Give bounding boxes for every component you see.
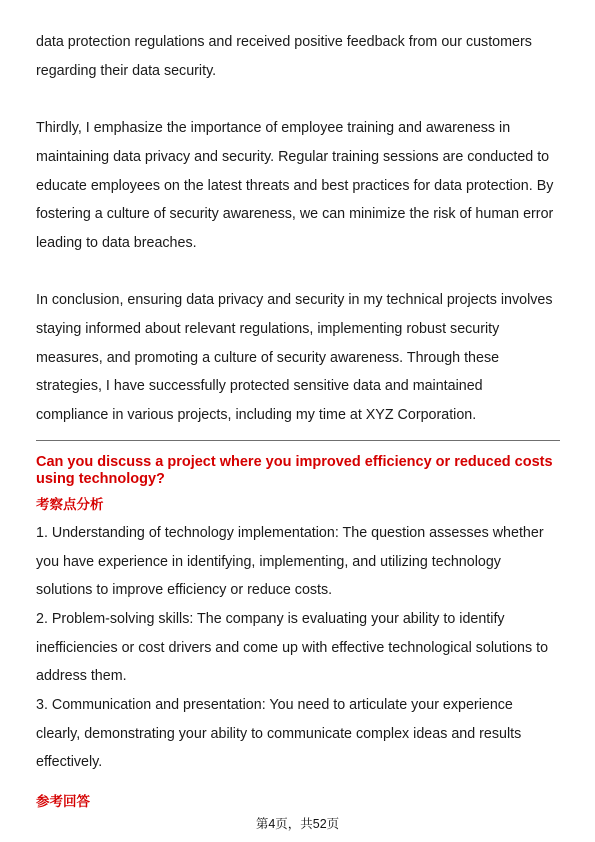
- text-line: compliance in various projects, including my time at XYZ Corporation.: [36, 407, 477, 424]
- question-line: Can you discuss a project where you improved efficiency or reduced costs: [36, 453, 553, 470]
- text-line: regarding their data security.: [36, 62, 217, 79]
- text-line: Thirdly, I emphasize the importance of employee training and awareness in: [36, 120, 511, 137]
- list-line: address them.: [36, 668, 127, 685]
- list-line: 1. Understanding of technology implementation: The question assesses whether: [36, 524, 544, 541]
- list-line: inefficiencies or cost drivers and come up with effective technological solutions to: [36, 639, 549, 656]
- text-line: staying informed about relevant regulations, implementing robust security: [36, 321, 500, 337]
- section-divider: [36, 440, 560, 441]
- analysis-list: [36, 519, 560, 777]
- list-line: effectively.: [36, 754, 103, 771]
- question-line: using technology?: [36, 470, 165, 487]
- text-line: educate employees on the latest threats and best practices for data protection. By: [36, 177, 554, 194]
- text-line: measures, and promoting a culture of security awareness. Through these: [36, 349, 500, 366]
- paragraph-spacer: [36, 258, 560, 287]
- paragraph-spacer: [36, 85, 560, 114]
- analysis-title: 考察点分析: [36, 496, 104, 512]
- question-heading: [36, 454, 560, 488]
- list-line: clearly, demonstrating your ability to communicate complex ideas and results: [36, 725, 522, 742]
- paragraph-data-feedback: [36, 28, 560, 85]
- document-body: [36, 28, 560, 813]
- text-line: maintaining data privacy and security. Regular training sessions are conducted to: [36, 148, 550, 165]
- text-line: leading to data breaches.: [36, 234, 197, 251]
- list-line: 2. Problem-solving skills: The company is evaluating your ability to identify: [36, 610, 505, 627]
- list-line: 3. Communication and presentation: You need to articulate your experience: [36, 697, 513, 714]
- paragraph-training: [36, 114, 560, 258]
- list-line: you have experience in identifying, implementing, and utilizing technology: [36, 553, 501, 570]
- page-number: 第4页，共52页: [255, 817, 340, 831]
- text-line: strategies, I have successfully protected sensitive data and maintained: [36, 378, 483, 395]
- text-line: In conclusion, ensuring data privacy and security in my technical projects involves: [36, 292, 553, 309]
- text-line: data protection regulations and received positive feedback from our customers: [36, 34, 532, 50]
- list-line: solutions to improve efficiency or reduce costs.: [36, 582, 333, 599]
- text-line: fostering a culture of security awareness, we can minimize the risk of human error: [36, 206, 554, 223]
- paragraph-conclusion: [36, 286, 560, 430]
- answer-title: 参考回答: [36, 794, 90, 810]
